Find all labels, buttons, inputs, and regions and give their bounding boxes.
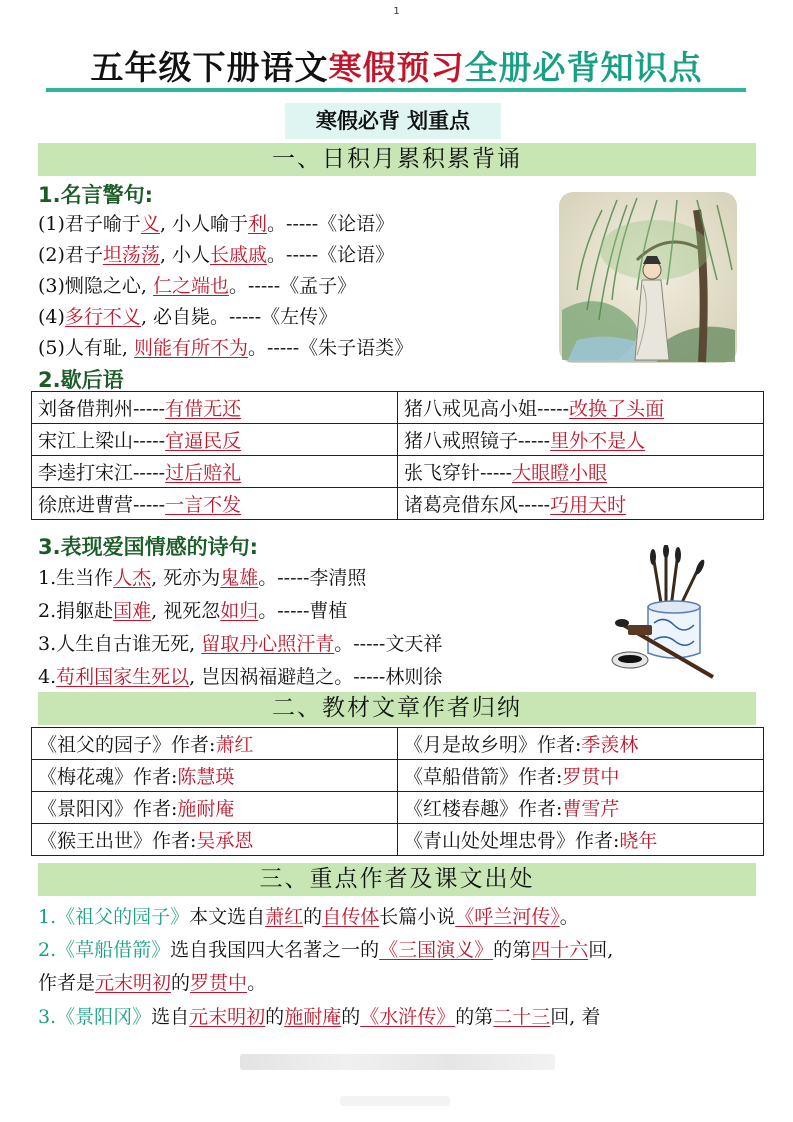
cell-label: 张飞穿针----- bbox=[404, 462, 513, 484]
quote-line bbox=[38, 662, 442, 689]
table-cell bbox=[398, 728, 764, 760]
text: 4. bbox=[38, 666, 57, 688]
quote-line bbox=[38, 302, 337, 329]
table-cell bbox=[398, 488, 764, 520]
key-term: 则能有所不为 bbox=[134, 337, 249, 359]
quote-line bbox=[38, 333, 413, 360]
poems-heading: 3.表现爱国情感的诗句: bbox=[38, 535, 258, 559]
line3-title: 3.《景阳冈》 bbox=[38, 1006, 152, 1028]
cell-label: 刘备借荆州----- bbox=[38, 398, 166, 420]
key-term: 长戚戚 bbox=[210, 244, 268, 266]
cell-label: 宋江上梁山----- bbox=[38, 430, 166, 452]
key-term: 自传体 bbox=[322, 906, 380, 928]
key-term: 《三国演义》 bbox=[379, 939, 494, 961]
line2-title: 2.《草船借箭》 bbox=[38, 939, 171, 961]
key-term: 施耐庵 bbox=[284, 1006, 342, 1028]
quote-line bbox=[38, 240, 394, 267]
title-underline bbox=[46, 88, 746, 92]
text: 1.生当作 bbox=[38, 567, 114, 589]
cell-answer: 萧红 bbox=[215, 734, 254, 756]
line1-title: 1.《祖父的园子》 bbox=[38, 906, 190, 928]
text: 2.捐躯赴 bbox=[38, 600, 114, 622]
text: , 必自毙。-----《左传》 bbox=[140, 306, 338, 328]
text: 的 bbox=[303, 906, 323, 928]
cell-label: 《月是故乡明》作者: bbox=[404, 734, 582, 756]
key-term: 如归 bbox=[220, 600, 259, 622]
table-cell bbox=[398, 824, 764, 856]
table-cell bbox=[32, 424, 398, 456]
source-line-1 bbox=[38, 902, 756, 929]
table-cell bbox=[32, 392, 398, 424]
cell-answer: 晓年 bbox=[619, 830, 658, 852]
key-term: 四十六 bbox=[531, 939, 589, 961]
cell-label: 《猴王出世》作者: bbox=[38, 830, 197, 852]
text: 选自我国四大名著之一的 bbox=[170, 939, 380, 961]
text: (4) bbox=[38, 306, 65, 328]
key-term: 萧红 bbox=[265, 906, 304, 928]
text: 的 bbox=[341, 1006, 361, 1028]
quote-line bbox=[38, 563, 366, 590]
table-cell bbox=[398, 456, 764, 488]
xiehouyu-row bbox=[32, 488, 764, 520]
key-term: 利 bbox=[248, 213, 268, 235]
text: 。-----曹植 bbox=[258, 600, 348, 622]
cell-answer: 巧用天时 bbox=[550, 494, 627, 516]
author-table bbox=[31, 727, 764, 856]
cell-label: 猪八戒见高小姐----- bbox=[404, 398, 570, 420]
cell-answer: 季羡林 bbox=[581, 734, 639, 756]
cell-answer: 一言不发 bbox=[165, 494, 242, 516]
blurred-footer-2 bbox=[340, 1096, 450, 1106]
cell-answer: 吴承恩 bbox=[196, 830, 254, 852]
xiehouyu-row bbox=[32, 392, 764, 424]
key-term: 《水浒传》 bbox=[360, 1006, 456, 1028]
text: (1)君子喻于 bbox=[38, 213, 141, 235]
quote-line bbox=[38, 596, 347, 623]
text: 。 bbox=[247, 972, 267, 994]
key-term: 《呼兰河传》 bbox=[455, 906, 560, 928]
table-cell bbox=[32, 456, 398, 488]
key-term: 留取丹心照汗青 bbox=[201, 633, 335, 655]
table-cell bbox=[398, 760, 764, 792]
text: 的 bbox=[265, 1006, 285, 1028]
text: 回, bbox=[588, 939, 614, 961]
title-part2: 寒假预习 bbox=[328, 48, 465, 87]
scholar-painting-image bbox=[557, 190, 739, 365]
cell-answer: 大眼瞪小眼 bbox=[512, 462, 608, 484]
source-line-3 bbox=[38, 1002, 756, 1029]
text: 。-----文天祥 bbox=[334, 633, 443, 655]
blurred-footer bbox=[240, 1054, 555, 1070]
source-line-2b bbox=[38, 968, 756, 995]
xiehouyu-heading: 2.歇后语 bbox=[38, 368, 124, 392]
text: 。-----《论语》 bbox=[267, 213, 395, 235]
mingyan-heading: 1.名言警句: bbox=[38, 183, 153, 207]
cell-label: 李逵打宋江----- bbox=[38, 462, 166, 484]
text: 。-----《孟子》 bbox=[229, 275, 357, 297]
table-cell bbox=[398, 392, 764, 424]
author-row bbox=[32, 824, 764, 856]
text: 长篇小说 bbox=[379, 906, 456, 928]
table-cell bbox=[32, 792, 398, 824]
table-cell bbox=[32, 760, 398, 792]
section3-band: 三、重点作者及课文出处 bbox=[38, 863, 756, 896]
cell-label: 诸葛亮借东风----- bbox=[404, 494, 551, 516]
text: 。-----李清照 bbox=[258, 567, 367, 589]
title-part3: 全册必背知识点 bbox=[464, 48, 703, 87]
subtitle: 寒假必背 划重点 bbox=[285, 103, 501, 139]
text: 。-----《朱子语类》 bbox=[248, 337, 414, 359]
cell-label: 《草船借箭》作者: bbox=[404, 766, 563, 788]
key-term: 元末明初 bbox=[189, 1006, 266, 1028]
cell-answer: 过后赔礼 bbox=[165, 462, 242, 484]
cell-label: 《红楼春趣》作者: bbox=[404, 798, 563, 820]
text: (5)人有耻, bbox=[38, 337, 134, 359]
cell-answer: 官逼民反 bbox=[165, 430, 242, 452]
key-term: 元末明初 bbox=[95, 972, 172, 994]
xiehouyu-table bbox=[31, 391, 764, 520]
xiehouyu-row bbox=[32, 424, 764, 456]
cell-label: 徐庶进曹营----- bbox=[38, 494, 166, 516]
section2-band: 二、教材文章作者归纳 bbox=[38, 692, 756, 725]
text: , 小人喻于 bbox=[159, 213, 249, 235]
text: 。 bbox=[559, 906, 579, 928]
table-cell bbox=[32, 824, 398, 856]
cell-label: 猪八戒照镜子----- bbox=[404, 430, 551, 452]
brush-pot-image bbox=[608, 545, 720, 685]
page-title bbox=[40, 42, 753, 89]
text: 的第 bbox=[493, 939, 532, 961]
table-cell bbox=[32, 488, 398, 520]
text: 作者是 bbox=[38, 972, 96, 994]
text: 回, 着 bbox=[550, 1006, 601, 1028]
text: 选自 bbox=[151, 1006, 190, 1028]
text: , 视死忽 bbox=[151, 600, 221, 622]
source-line-2 bbox=[38, 935, 756, 962]
page-number: 1 bbox=[393, 6, 400, 17]
author-row bbox=[32, 792, 764, 824]
cell-answer: 有借无还 bbox=[165, 398, 242, 420]
cell-answer: 改换了头面 bbox=[569, 398, 665, 420]
cell-answer: 陈慧瑛 bbox=[177, 766, 235, 788]
table-cell bbox=[32, 728, 398, 760]
key-term: 人杰 bbox=[113, 567, 152, 589]
key-term: 罗贯中 bbox=[190, 972, 248, 994]
key-term: 义 bbox=[140, 213, 160, 235]
key-term: 仁之端也 bbox=[153, 275, 230, 297]
cell-answer: 施耐庵 bbox=[177, 798, 235, 820]
text: (2)君子 bbox=[38, 244, 103, 266]
text: , 小人 bbox=[159, 244, 211, 266]
text: 的第 bbox=[455, 1006, 494, 1028]
quote-line bbox=[38, 629, 442, 656]
key-term: 坦荡荡 bbox=[102, 244, 160, 266]
cell-answer: 里外不是人 bbox=[550, 430, 646, 452]
table-cell bbox=[398, 424, 764, 456]
cell-label: 《祖父的园子》作者: bbox=[38, 734, 216, 756]
author-row bbox=[32, 760, 764, 792]
text: , 岂因祸福避趋之。-----林则徐 bbox=[189, 666, 443, 688]
key-term: 多行不义 bbox=[64, 306, 141, 328]
cell-label: 《梅花魂》作者: bbox=[38, 766, 178, 788]
quote-line bbox=[38, 209, 394, 236]
key-term: 二十三 bbox=[493, 1006, 551, 1028]
key-term: 苟利国家生死以 bbox=[56, 666, 190, 688]
cell-answer: 曹雪芹 bbox=[562, 798, 620, 820]
section1-band: 一、日积月累积累背诵 bbox=[38, 143, 756, 176]
title-part1: 五年级下册语文 bbox=[90, 48, 329, 87]
author-row bbox=[32, 728, 764, 760]
text: (3)恻隐之心, bbox=[38, 275, 153, 297]
xiehouyu-row bbox=[32, 456, 764, 488]
text: 的 bbox=[171, 972, 191, 994]
key-term: 国难 bbox=[113, 600, 152, 622]
key-term: 鬼雄 bbox=[220, 567, 259, 589]
text: , 死亦为 bbox=[151, 567, 221, 589]
text: 本文选自 bbox=[189, 906, 266, 928]
text: 。-----《论语》 bbox=[267, 244, 395, 266]
cell-answer: 罗贯中 bbox=[562, 766, 620, 788]
text: 3.人生自古谁无死, bbox=[38, 633, 202, 655]
quote-line bbox=[38, 271, 356, 298]
table-cell bbox=[398, 792, 764, 824]
cell-label: 《青山处处埋忠骨》作者: bbox=[404, 830, 620, 852]
cell-label: 《景阳冈》作者: bbox=[38, 798, 178, 820]
